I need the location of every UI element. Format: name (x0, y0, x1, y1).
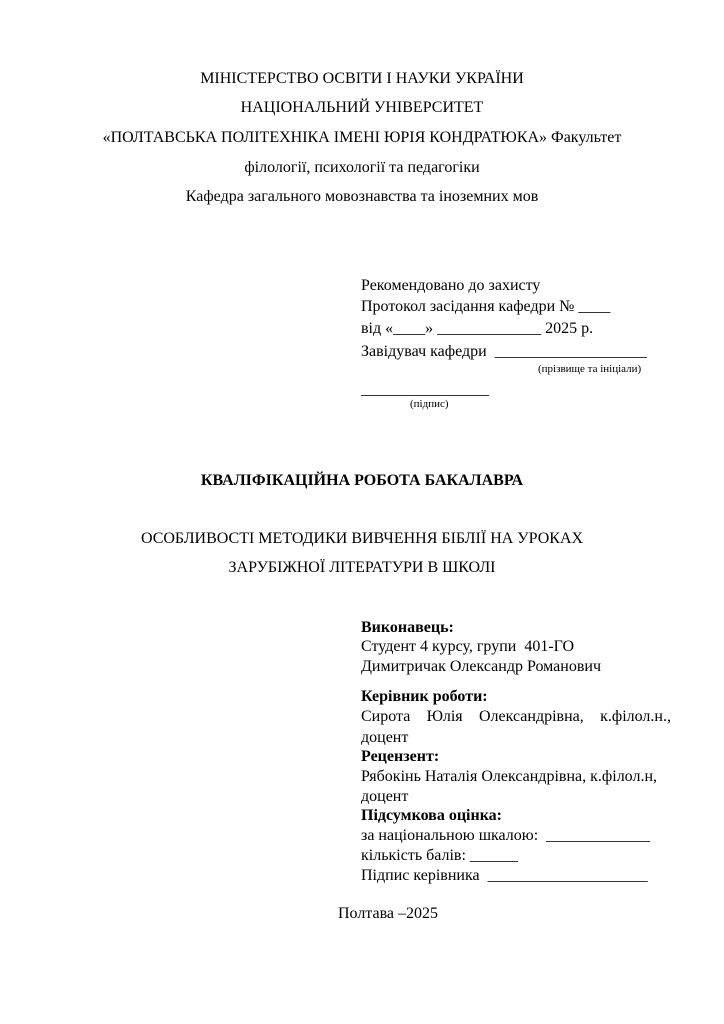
supervisor-word: Олександрівна, (478, 708, 584, 725)
university-name-line: «ПОЛТАВСЬКА ПОЛІТЕХНІКА ІМЕНІ ЮРІЯ КОНДРАТЮКА» Факультет (102, 129, 622, 146)
approval-date: від «____» _____________ 2025 р. (361, 320, 594, 337)
work-type: КВАЛІФІКАЦІЙНА РОБОТА БАКАЛАВРА (200, 472, 524, 489)
signature-line: ________________ (361, 381, 489, 398)
caption-name: (прізвище та ініціали) (538, 363, 642, 375)
author-label: Виконавець: (361, 619, 454, 636)
grade-signature: Підпис керівника ____________________ (361, 867, 648, 884)
supervisor-word: Сирота (361, 708, 411, 725)
supervisor-label: Керівник роботи: (361, 688, 488, 705)
supervisor-position: доцент (361, 729, 409, 746)
supervisor-word: к.філол.н., (600, 708, 671, 725)
supervisor-name (361, 707, 671, 727)
approval-recommended: Рекомендовано до захисту (361, 277, 541, 294)
reviewer-label: Рецензент: (361, 748, 440, 765)
topic-line-2: ЗАРУБІЖНОЇ ЛІТЕРАТУРИ В ШКОЛІ (228, 559, 496, 576)
grade-national: за національною шкалою: _____________ (361, 827, 651, 844)
grade-points: кількість балів: ______ (361, 847, 518, 864)
approval-head: Завідувач кафедри ___________________ (361, 343, 647, 360)
reviewer-name: Рябокінь Наталія Олександрівна, к.філол.н, (361, 768, 658, 785)
ministry-line: МІНІСТЕРСТВО ОСВІТИ І НАУКИ УКРАЇНИ (200, 70, 524, 87)
author-name: Димитричак Олександр Романович (361, 658, 601, 675)
approval-protocol: Протокол засідання кафедри № ____ (361, 298, 611, 315)
author-group: Студент 4 курсу, групи 401-ГО (361, 638, 575, 655)
topic-line-1: ОСОБЛИВОСТІ МЕТОДИКИ ВИВЧЕННЯ БІБЛІЇ НА УРОКАХ (140, 530, 584, 547)
supervisor-word: Юлія (426, 708, 463, 725)
footer-city-year: Полтава –2025 (337, 905, 439, 922)
reviewer-position: доцент (361, 788, 409, 805)
university-line: НАЦІОНАЛЬНИЙ УНІВЕРСИТЕТ (240, 99, 484, 116)
caption-signature: (підпис) (410, 398, 449, 410)
faculty-line: філології, психології та педагогіки (244, 159, 480, 176)
grade-label: Підсумкова оцінка: (361, 807, 502, 824)
department-line: Кафедра загального мовознавства та іноземних мов (185, 188, 539, 205)
